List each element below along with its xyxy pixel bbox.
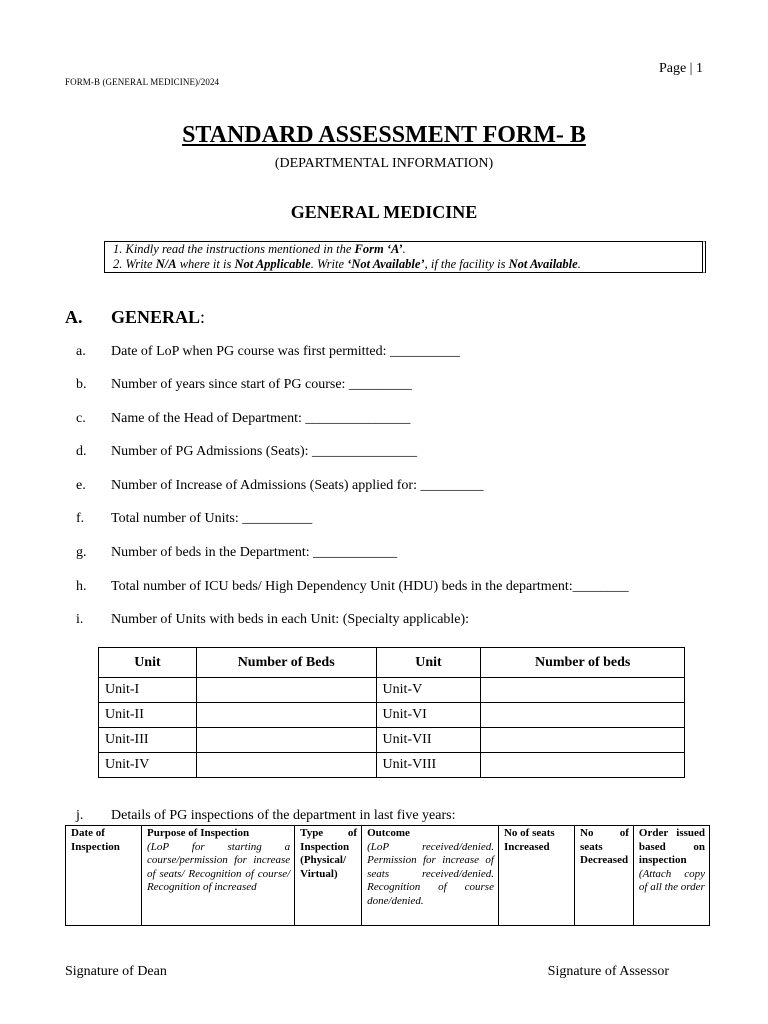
question-label: f. <box>76 511 85 526</box>
column-header-unit: Unit <box>99 648 197 678</box>
question-label: h. <box>76 579 87 594</box>
beds-entry-cell[interactable] <box>481 703 685 728</box>
column-note: (LoP for starting a course/permission for increase of seats/ Recognition of course/ Recognition of increased <box>147 840 291 893</box>
question-e <box>76 478 483 494</box>
beds-entry-cell[interactable] <box>481 678 685 703</box>
column-header: Order issued based on inspection <box>638 827 705 866</box>
table-row <box>99 703 685 728</box>
column-seats-decreased <box>575 826 634 926</box>
beds-entry-cell[interactable] <box>196 703 376 728</box>
unit-name-cell: Unit-II <box>99 703 197 728</box>
question-label: c. <box>76 411 86 426</box>
unit-name-cell: Unit-III <box>99 728 197 753</box>
unit-name-cell: Unit-IV <box>99 753 197 778</box>
instruction-text: . <box>577 257 581 271</box>
units-beds-table <box>98 647 685 778</box>
page-number: Page | 1 <box>658 61 703 76</box>
column-type-of-inspection <box>295 826 362 926</box>
question-label: a. <box>76 344 86 359</box>
section-colon: : <box>200 307 206 327</box>
column-outcome <box>362 826 499 926</box>
unit-name-cell: Unit-VI <box>376 703 481 728</box>
instruction-text: where it is <box>176 257 235 271</box>
instruction-emphasis: N/A <box>155 257 177 271</box>
question-text: Number of PG Admissions (Seats): _______________ <box>111 444 418 459</box>
column-header-number-of-beds: Number of Beds <box>196 648 376 678</box>
question-text: Total number of ICU beds/ High Dependency Unit (HDU) beds in the department:________ <box>111 579 629 594</box>
question-text: Number of beds in the Department: ____________ <box>111 545 398 560</box>
question-text: Number of Increase of Admissions (Seats) applied for: _________ <box>111 478 484 493</box>
table-row <box>99 753 685 778</box>
instruction-emphasis: ‘Not Available’ <box>347 257 425 271</box>
column-purpose-of-inspection <box>142 826 295 926</box>
column-header: Outcome <box>367 827 410 839</box>
column-header-unit: Unit <box>376 648 481 678</box>
table-row <box>99 728 685 753</box>
beds-entry-cell[interactable] <box>481 728 685 753</box>
beds-entry-cell[interactable] <box>196 753 376 778</box>
question-g <box>76 545 397 561</box>
unit-name-cell: Unit-V <box>376 678 481 703</box>
table-header-row <box>99 648 685 678</box>
question-j <box>76 808 455 824</box>
question-c <box>76 411 410 427</box>
instructions-box <box>104 241 706 273</box>
question-a <box>76 344 460 360</box>
instruction-line-2 <box>113 257 702 272</box>
instruction-text: . <box>402 242 406 256</box>
signature-dean: Signature of Dean <box>65 964 167 979</box>
unit-name-cell: Unit-VII <box>376 728 481 753</box>
question-label: j. <box>76 808 84 823</box>
question-label: i. <box>76 612 84 627</box>
instruction-text: 1. Kindly read the instructions mentioned in the <box>113 242 355 256</box>
instruction-emphasis: Not Available <box>508 257 578 271</box>
question-text: Number of years since start of PG course: _________ <box>111 377 412 392</box>
question-label: b. <box>76 377 87 392</box>
section-title: GENERAL <box>111 307 201 327</box>
instruction-text: , if the facility is <box>424 257 509 271</box>
instruction-emphasis: Form ‘A’ <box>354 242 403 256</box>
column-header-number-of-beds: Number of beds <box>481 648 685 678</box>
column-header: Type of Inspection (Physical/ Virtual) <box>300 827 358 880</box>
question-text: Name of the Head of Department: _______________ <box>111 411 411 426</box>
column-header: Date of Inspection <box>71 827 120 853</box>
form-code: FORM-B (GENERAL MEDICINE)/2024 <box>65 77 220 87</box>
question-text: Total number of Units: __________ <box>111 511 313 526</box>
question-label: e. <box>76 478 86 493</box>
column-header: No of seats Increased <box>503 827 555 853</box>
question-b <box>76 377 412 393</box>
column-header: Purpose of Inspection <box>147 827 250 839</box>
section-a-heading <box>65 307 205 328</box>
instruction-text: 2. Write <box>113 257 156 271</box>
question-label: g. <box>76 545 87 560</box>
column-order-issued <box>633 826 709 926</box>
question-text: Number of Units with beds in each Unit: (Specialty applicable): <box>111 612 470 627</box>
question-h <box>76 579 629 595</box>
column-header: No of seats Decreased <box>580 827 629 866</box>
column-date-of-inspection <box>66 826 142 926</box>
beds-entry-cell[interactable] <box>481 753 685 778</box>
question-label: d. <box>76 444 87 459</box>
table-row <box>66 826 710 926</box>
inspections-table <box>65 825 710 926</box>
question-text: Details of PG inspections of the department in last five years: <box>111 808 456 823</box>
instruction-text: . Write <box>310 257 348 271</box>
form-subtitle: (DEPARTMENTAL INFORMATION) <box>274 156 494 171</box>
question-f <box>76 511 312 527</box>
table-row <box>99 678 685 703</box>
unit-name-cell: Unit-VIII <box>376 753 481 778</box>
instruction-emphasis: Not Applicable <box>234 257 311 271</box>
unit-name-cell: Unit-I <box>99 678 197 703</box>
column-note: (LoP received/denied. Permission for increase of seats received/denied. Recognition of course done/denied. <box>367 840 494 907</box>
question-text: Date of LoP when PG course was first permitted: __________ <box>111 344 461 359</box>
column-seats-increased <box>498 826 574 926</box>
beds-entry-cell[interactable] <box>196 728 376 753</box>
question-i <box>76 612 469 628</box>
form-title: STANDARD ASSESSMENT FORM- B <box>182 122 586 148</box>
section-letter: A. <box>65 307 83 327</box>
instruction-line-1 <box>113 242 702 257</box>
signature-assessor: Signature of Assessor <box>547 964 669 979</box>
department-heading: GENERAL MEDICINE <box>290 202 478 222</box>
column-note: (Attach copy of all the order <box>638 867 705 893</box>
beds-entry-cell[interactable] <box>196 678 376 703</box>
question-d <box>76 444 417 460</box>
